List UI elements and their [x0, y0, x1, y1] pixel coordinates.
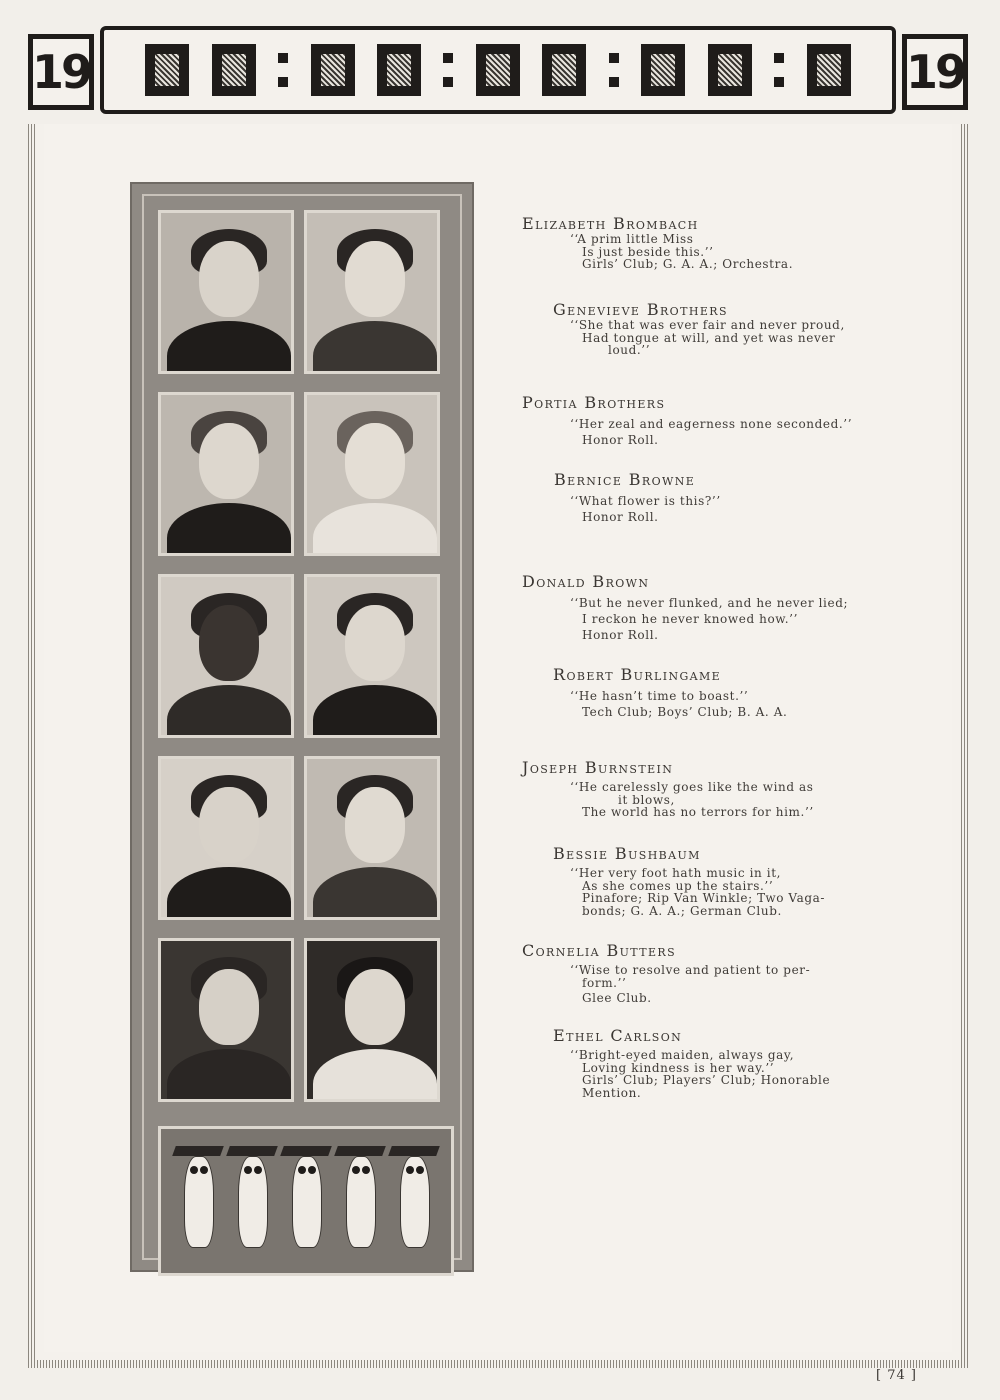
entry-line: Girls’ Club; Players’ Club; Honorable [582, 1073, 831, 1087]
portrait-face [199, 423, 259, 499]
mortarboard-cap [280, 1146, 332, 1156]
student-quote [522, 591, 922, 643]
student-quote [522, 960, 922, 1005]
ornament-glyph [476, 44, 520, 96]
entry-line: Girls’ Club; G. A. A.; Orchestra. [582, 257, 794, 271]
entry-line: it blows, [618, 792, 675, 807]
entry-line: ‘‘Her very foot hath music in it, [570, 866, 782, 880]
portrait-clothing [313, 685, 437, 738]
entry-line: Tech Club; Boys’ Club; B. A. A. [582, 705, 788, 719]
owl-eye [308, 1166, 316, 1174]
student-name: Bernice Browne [554, 470, 696, 489]
entry-line: bonds; G. A. A.; German Club. [582, 903, 782, 918]
entry-line: Is just beside this.’’ [582, 244, 714, 259]
student-quote [553, 1045, 953, 1099]
owl-figure [178, 1146, 218, 1256]
portrait-photo [158, 210, 294, 374]
owl-eye [200, 1166, 208, 1174]
student-quote [553, 863, 953, 917]
entry-line: ‘‘Wise to resolve and patient to per- [570, 963, 811, 977]
ornament-glyph [377, 44, 421, 96]
student-entry [554, 471, 954, 525]
owl-figure [232, 1146, 272, 1256]
portrait-clothing [167, 1049, 291, 1102]
portrait-photo [158, 938, 294, 1102]
mortarboard-cap [226, 1146, 278, 1156]
student-entry [553, 666, 953, 720]
owl-graduates-illustration [158, 1126, 454, 1276]
portrait-photo [158, 574, 294, 738]
entry-line: ‘‘Bright-eyed maiden, always gay, [570, 1048, 795, 1062]
portrait-photo [304, 210, 440, 374]
year-box-right: 19 [902, 34, 968, 110]
portrait-face [345, 605, 405, 681]
mortarboard-cap [172, 1146, 224, 1156]
owl-eye [416, 1166, 424, 1174]
student-name: Ethel Carlson [553, 1026, 683, 1045]
owl-figure [286, 1146, 326, 1256]
owl-figure [340, 1146, 380, 1256]
student-name: Elizabeth Brombach [522, 214, 699, 233]
year-box-left: 19 [28, 34, 94, 110]
portrait-face [345, 423, 405, 499]
ornament-dots [443, 53, 453, 87]
entry-line: ‘‘A prim little Miss [570, 232, 694, 246]
ornament-glyph [542, 44, 586, 96]
owl-body [184, 1156, 214, 1248]
portrait-photo [158, 756, 294, 920]
student-name: Bessie Bushbaum [553, 844, 701, 863]
ornament-dots [774, 53, 784, 87]
entry-line: ‘‘What flower is this?’’ [570, 494, 721, 508]
portrait-clothing [167, 321, 291, 374]
student-entry [553, 301, 953, 357]
ornament-glyph [641, 44, 685, 96]
portrait-clothing [167, 867, 291, 920]
portrait-photo [304, 938, 440, 1102]
portrait-face [345, 787, 405, 863]
owl-eye [244, 1166, 252, 1174]
owl-figure [394, 1146, 434, 1256]
student-entry [522, 215, 922, 271]
student-name: Robert Burlingame [553, 665, 722, 684]
student-quote [554, 489, 954, 525]
entry-line: Mention. [582, 1085, 642, 1100]
mortarboard-cap [388, 1146, 440, 1156]
portrait-face [199, 241, 259, 317]
portrait-face [345, 241, 405, 317]
student-quote [522, 777, 922, 819]
student-entry [522, 759, 922, 819]
portrait-clothing [313, 321, 437, 374]
portrait-clothing [313, 1049, 437, 1102]
owl-eye [254, 1166, 262, 1174]
entry-line: ‘‘Her zeal and eagerness none seconded.’’ [570, 417, 853, 431]
entry-line: ‘‘She that was ever fair and never proud, [570, 318, 845, 332]
portrait-clothing [313, 867, 437, 920]
portrait-clothing [313, 503, 437, 556]
entry-line: Honor Roll. [582, 433, 659, 447]
ornament-glyph [708, 44, 752, 96]
entry-line: As she comes up the stairs.’’ [582, 878, 774, 893]
ornament-glyph [145, 44, 189, 96]
portrait-face [199, 605, 259, 681]
student-quote [522, 233, 922, 271]
student-entry [522, 573, 922, 643]
entry-line: form.’’ [582, 975, 627, 990]
entry-line: ‘‘But he never flunked, and he never lied; [570, 596, 849, 610]
student-name: Cornelia Butters [522, 941, 677, 960]
owl-eye [406, 1166, 414, 1174]
student-entry [522, 394, 922, 448]
portrait-photo [304, 574, 440, 738]
student-name: Donald Brown [522, 572, 650, 591]
ornament-dots [278, 53, 288, 87]
portrait-face [345, 969, 405, 1045]
entry-line: Glee Club. [582, 991, 652, 1005]
student-name: Portia Brothers [522, 393, 666, 412]
photo-strip-inner [142, 194, 462, 1260]
portrait-photo [158, 392, 294, 556]
ornament-glyph [212, 44, 256, 96]
portrait-photo [304, 392, 440, 556]
student-entry [553, 1027, 953, 1099]
mortarboard-cap [334, 1146, 386, 1156]
owl-eye [352, 1166, 360, 1174]
owl-body [238, 1156, 268, 1248]
owl-body [292, 1156, 322, 1248]
student-quote [522, 412, 922, 448]
entry-line: Honor Roll. [582, 510, 659, 524]
portrait-face [199, 969, 259, 1045]
entry-line: I reckon he never knowed how.’’ [582, 612, 798, 626]
student-name: Joseph Burnstein [522, 758, 674, 777]
entry-line: ‘‘He carelessly goes like the wind as [570, 780, 814, 794]
photo-strip [130, 182, 474, 1272]
ornament-glyph [311, 44, 355, 96]
owl-eye [190, 1166, 198, 1174]
entry-line: Honor Roll. [582, 628, 659, 642]
owl-body [400, 1156, 430, 1248]
owl-body [346, 1156, 376, 1248]
portrait-photo [304, 756, 440, 920]
entry-line: loud.’’ [608, 343, 651, 357]
owl-eye [362, 1166, 370, 1174]
entry-line: Pinafore; Rip Van Winkle; Two Vaga- [582, 891, 826, 905]
ornament-glyph [807, 44, 851, 96]
entry-line: Had tongue at will, and yet was never [582, 330, 836, 345]
decorative-lettering-band [100, 26, 896, 114]
entry-line: ‘‘He hasn’t time to boast.’’ [570, 689, 749, 703]
student-entry [522, 942, 922, 1005]
student-quote [553, 319, 953, 357]
entry-line: Loving kindness is her way.’’ [582, 1060, 775, 1075]
yearbook-header-banner [28, 24, 968, 120]
page-number: [ 74 ] [876, 1368, 917, 1383]
owl-eye [298, 1166, 306, 1174]
student-name: Genevieve Brothers [553, 300, 728, 319]
portrait-face [199, 787, 259, 863]
student-entry [553, 845, 953, 917]
portrait-clothing [167, 685, 291, 738]
ornament-dots [609, 53, 619, 87]
portrait-clothing [167, 503, 291, 556]
student-quote [553, 684, 953, 720]
entry-line: The world has no terrors for him.’’ [582, 805, 814, 819]
